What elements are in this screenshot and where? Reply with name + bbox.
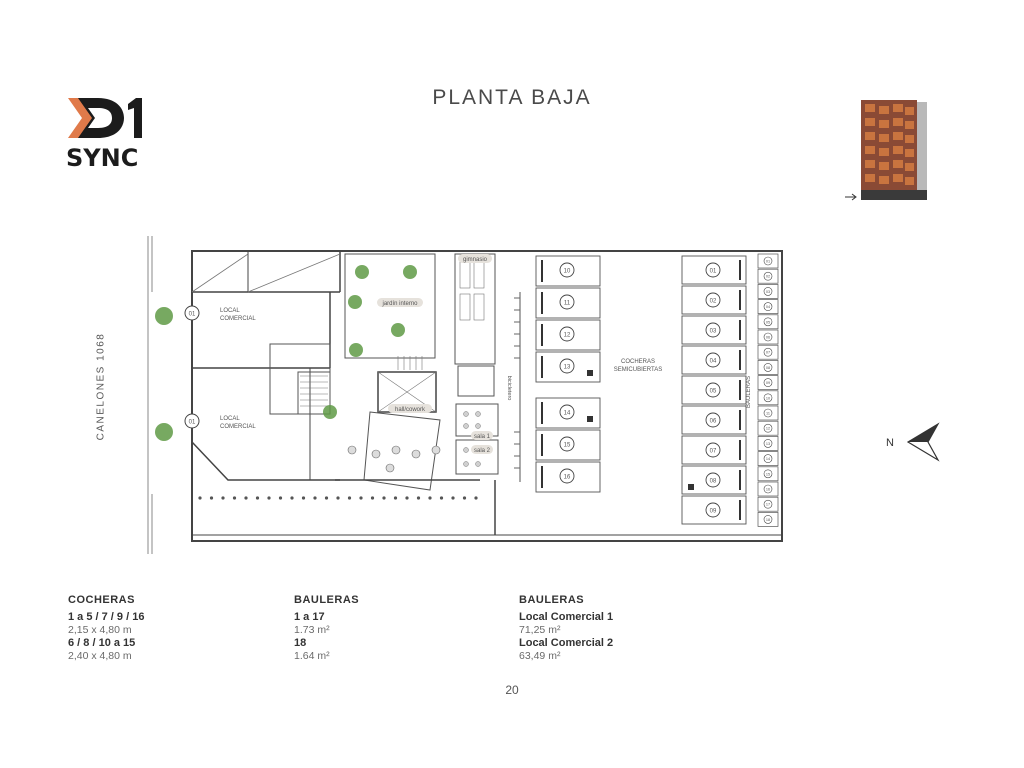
fence-dot xyxy=(394,496,397,499)
fence-dot xyxy=(256,496,259,499)
cocheras-line1: 1 a 5 / 7 / 9 / 16 xyxy=(68,611,145,623)
baulera-number: 15 xyxy=(765,472,771,477)
cocheras-line3: 6 / 8 / 10 a 15 xyxy=(68,637,136,649)
room-sala1: sala 1 xyxy=(473,434,491,440)
fence-dot xyxy=(221,496,224,499)
street-label xyxy=(96,332,107,442)
fence-dot xyxy=(359,496,362,499)
fence-dot xyxy=(244,496,247,499)
baulera-number: 14 xyxy=(765,457,771,462)
room-hall: hall/cowork xyxy=(394,407,426,413)
bauleras-line2: 1.73 m² xyxy=(294,624,330,636)
logo-name: SYNC xyxy=(66,144,139,172)
baulera-number: 04 xyxy=(765,305,771,310)
fence-dot xyxy=(428,496,431,499)
baulera-number: 10 xyxy=(765,396,771,401)
fence-dot xyxy=(233,496,236,499)
fence-dot xyxy=(267,496,270,499)
tree-icon xyxy=(348,295,362,309)
table-icon xyxy=(372,450,380,458)
baulera-number: 13 xyxy=(765,441,771,446)
fence-dot xyxy=(302,496,305,499)
street-label-text: CANELONES 1068 xyxy=(95,332,107,441)
room-gimnasio: gimnasio xyxy=(462,257,488,263)
cocheras-label: COCHERAS xyxy=(620,359,656,365)
fence-dot xyxy=(210,496,213,499)
parking-number: 06 xyxy=(709,418,717,425)
fence-dot xyxy=(279,496,282,499)
fence-dot xyxy=(290,496,293,499)
bauleras2-line2: 71,25 m² xyxy=(519,624,561,636)
tree-icon xyxy=(155,307,173,325)
parking-number: 10 xyxy=(563,268,571,275)
room-bicicletero: bicicletero xyxy=(506,375,512,401)
local-number: 01 xyxy=(188,419,196,426)
tree-icon xyxy=(355,265,369,279)
table-icon xyxy=(348,446,356,454)
cocheras-label-2: SEMICUBIERTAS xyxy=(613,367,663,373)
fence-dot xyxy=(474,496,477,499)
room-sala2: sala 2 xyxy=(473,448,491,454)
local-label-1b: COMERCIAL xyxy=(220,316,256,322)
fence-dot xyxy=(348,496,351,499)
bauleras-line3: 18 xyxy=(294,637,307,649)
baulera-number: 12 xyxy=(765,426,771,431)
fence-dot xyxy=(451,496,454,499)
baulera-number: 17 xyxy=(765,502,771,507)
table-icon xyxy=(432,446,440,454)
tree-icon xyxy=(323,405,337,419)
tree-icon xyxy=(403,265,417,279)
fence-dot xyxy=(313,496,316,499)
baulera-number: 18 xyxy=(765,517,771,522)
bauleras-title: BAULERAS xyxy=(294,594,360,606)
cocheras-title: COCHERAS xyxy=(68,594,135,606)
parking-number: 15 xyxy=(563,442,571,449)
bauleras2-line3: Local Comercial 2 xyxy=(519,637,614,649)
fence-dot xyxy=(382,496,385,499)
bauleras-vertical-label: BAULERAS xyxy=(746,375,752,409)
parking-number: 09 xyxy=(709,508,717,515)
parking-number: 08 xyxy=(709,478,717,485)
baulera-number: 06 xyxy=(765,335,771,340)
tree-icon xyxy=(349,343,363,357)
fence-dot xyxy=(371,496,374,499)
tree-icon xyxy=(391,323,405,337)
baulera-number: 02 xyxy=(765,274,771,279)
bauleras-line4: 1.64 m² xyxy=(294,650,330,662)
parking-number: 01 xyxy=(709,268,717,275)
bauleras2-line4: 63,49 m² xyxy=(519,650,561,662)
page-title: PLANTA BAJA xyxy=(432,86,592,109)
baulera-number: 07 xyxy=(765,350,771,355)
baulera-number: 01 xyxy=(765,259,771,264)
baulera-number: 16 xyxy=(765,487,771,492)
fence-dot xyxy=(440,496,443,499)
cocheras-line2: 2,15 x 4,80 m xyxy=(68,624,132,636)
parking-number: 14 xyxy=(563,410,571,417)
north-arrow-icon xyxy=(882,420,942,464)
parking-number: 16 xyxy=(563,474,571,481)
parking-number: 07 xyxy=(709,448,717,455)
accessible-icon xyxy=(587,370,593,376)
baulera-number: 09 xyxy=(765,381,771,386)
parking-number: 03 xyxy=(709,328,717,335)
parking-number: 13 xyxy=(563,364,571,371)
table-icon xyxy=(412,450,420,458)
parking-number: 04 xyxy=(709,358,717,365)
info-cocheras xyxy=(68,594,144,662)
baulera-number: 11 xyxy=(766,411,770,416)
local-label-2: LOCAL xyxy=(220,416,240,422)
fence-dot xyxy=(325,496,328,499)
parking-number: 11 xyxy=(563,300,571,307)
fence-dot xyxy=(336,496,339,499)
baulera-number: 03 xyxy=(765,289,771,294)
accessible-icon xyxy=(587,416,593,422)
local-label-2b: COMERCIAL xyxy=(220,424,256,430)
baulera-number: 05 xyxy=(765,320,771,325)
fence-dot xyxy=(417,496,420,499)
room-jardin: jardín interno xyxy=(382,301,418,307)
fence-dot xyxy=(463,496,466,499)
bauleras-line1: 1 a 17 xyxy=(294,611,325,623)
parking-number: 05 xyxy=(709,388,717,395)
bauleras2-line1: Local Comercial 1 xyxy=(519,611,614,623)
local-number: 01 xyxy=(188,311,196,318)
bauleras2-title: BAULERAS xyxy=(519,594,585,606)
info-bauleras xyxy=(294,594,359,662)
page-number: 20 xyxy=(505,683,519,697)
table-icon xyxy=(392,446,400,454)
baulera-number: 08 xyxy=(765,365,771,370)
table-icon xyxy=(386,464,394,472)
floor-plan xyxy=(140,232,940,562)
north-label: N xyxy=(886,437,894,449)
building-thumbnail xyxy=(843,94,933,206)
fence-dot xyxy=(198,496,201,499)
local-label-1: LOCAL xyxy=(220,308,240,314)
cocheras-line4: 2,40 x 4,80 m xyxy=(68,650,132,662)
parking-number: 02 xyxy=(709,298,717,305)
accessible-icon xyxy=(688,484,694,490)
tree-icon xyxy=(155,423,173,441)
info-bauleras-locales xyxy=(519,594,613,662)
parking-number: 12 xyxy=(563,332,571,339)
fence-dot xyxy=(405,496,408,499)
